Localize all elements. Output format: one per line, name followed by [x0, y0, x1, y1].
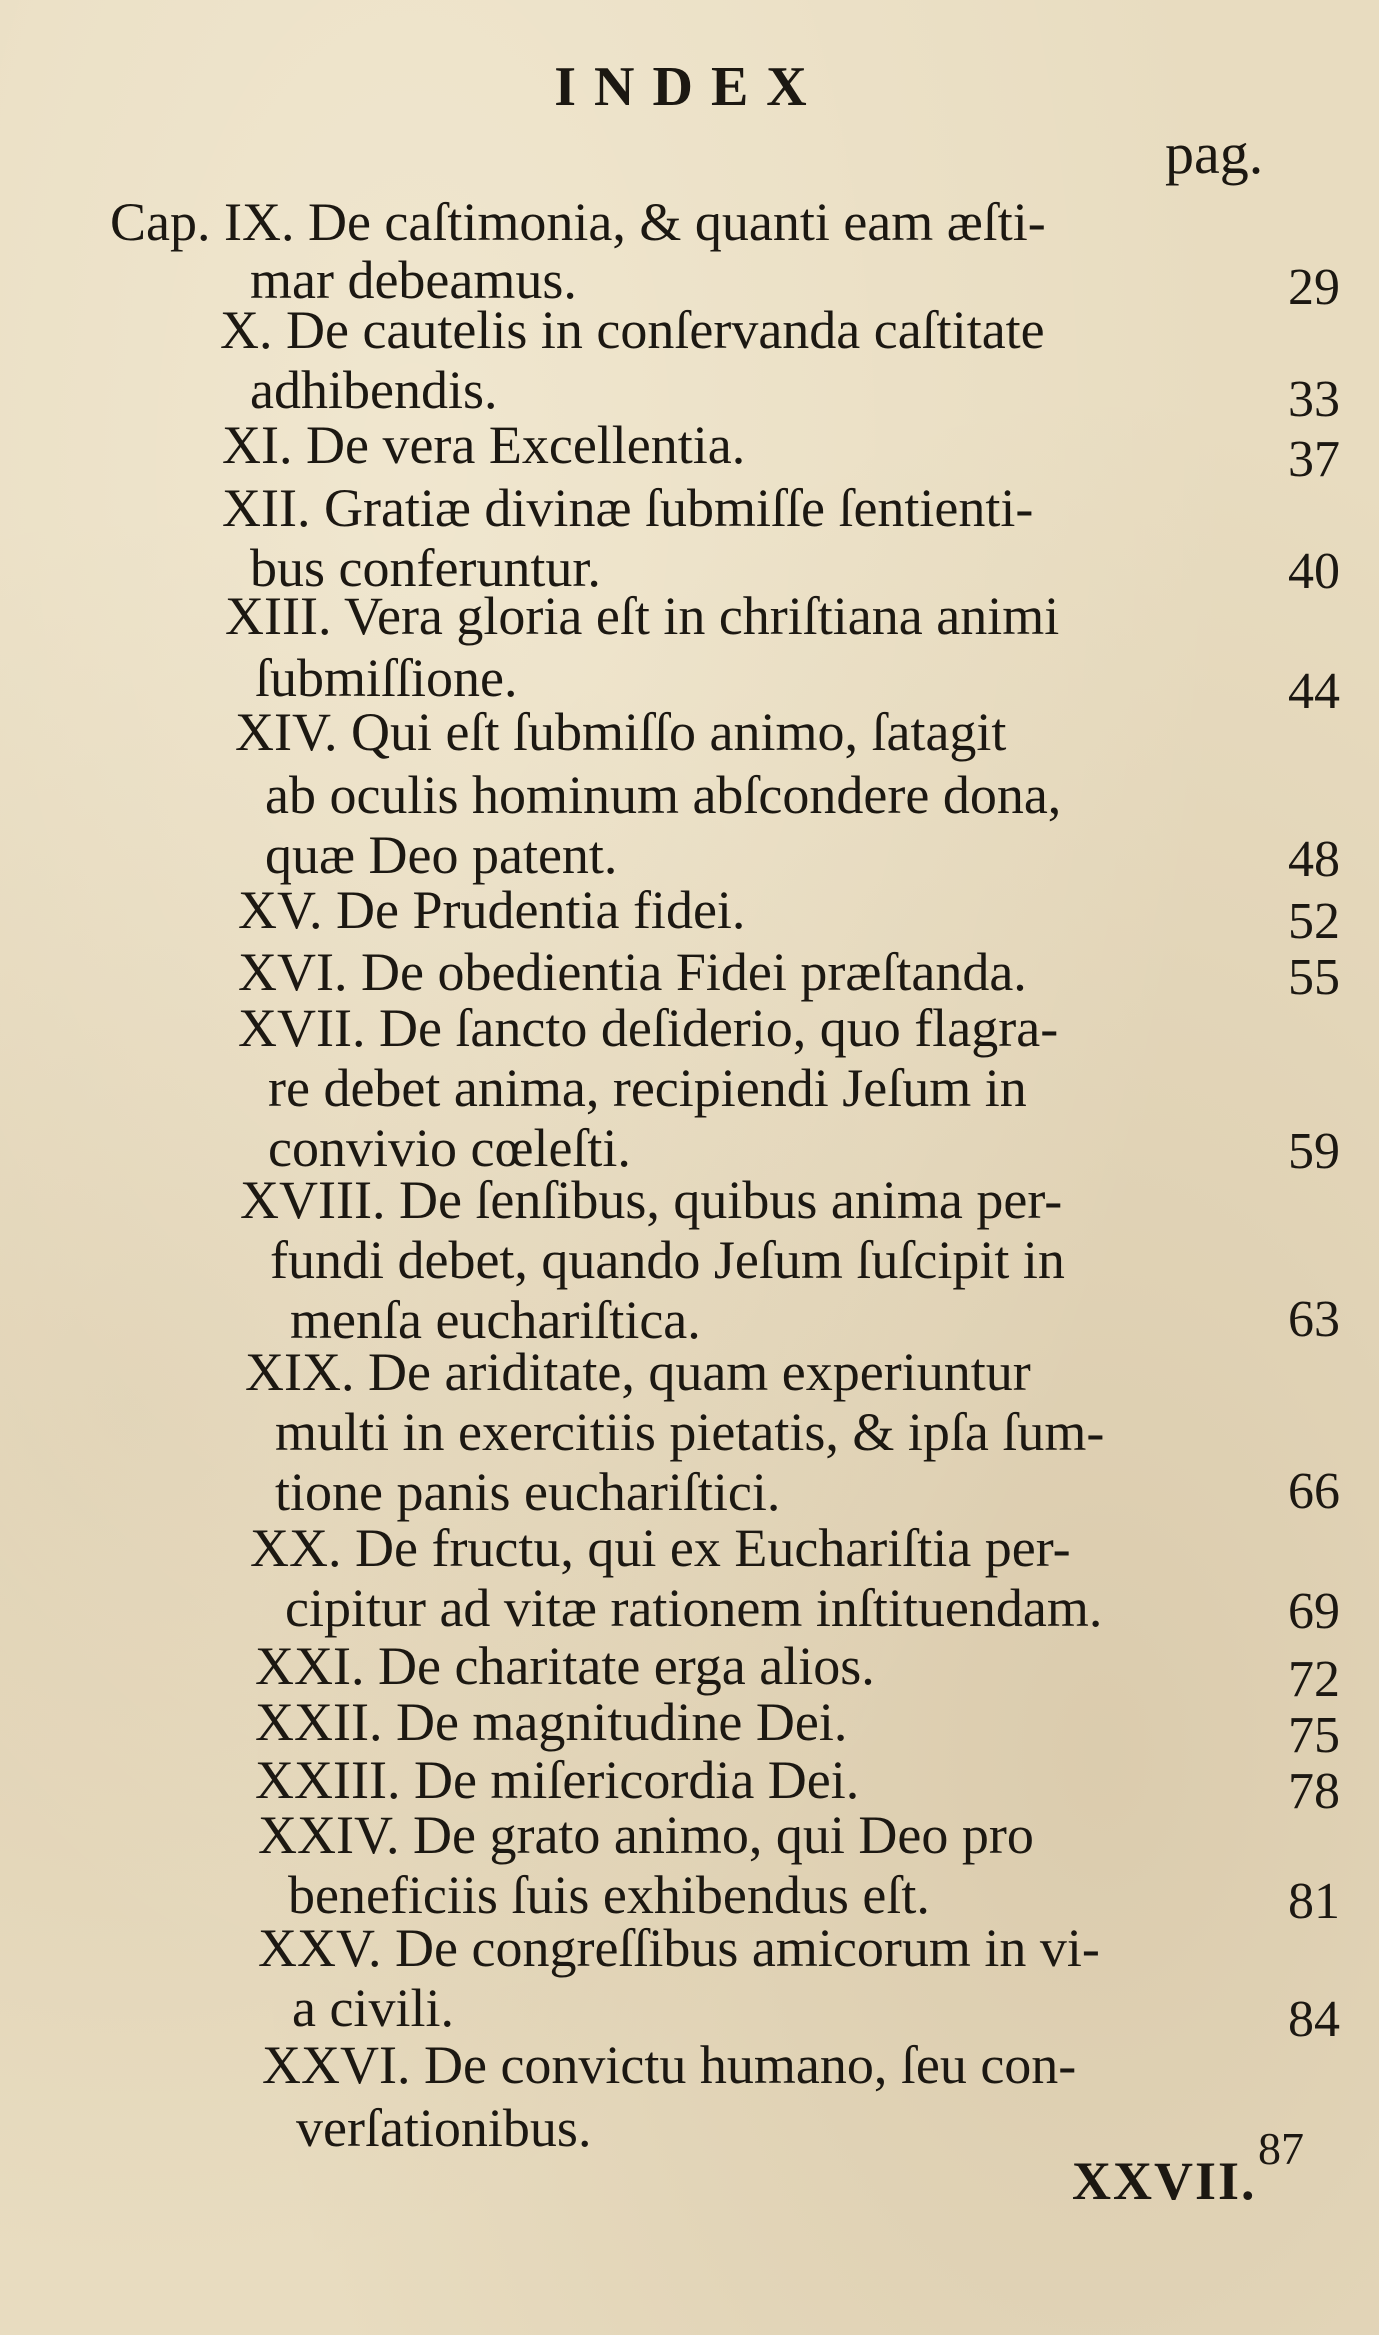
index-entry-line: XIV. Qui eſt ſubmiſſo animo, ſatagit — [235, 702, 1007, 762]
index-entry-line: adhibendis. — [250, 360, 498, 420]
index-page-number: 52 — [1288, 893, 1340, 950]
index-page-number: 81 — [1288, 1873, 1340, 1930]
index-entry-line: verſationibus. — [296, 2098, 592, 2158]
index-entry-line: X. De cautelis in conſervanda caſtitate — [220, 300, 1045, 360]
index-entry-line: XXV. De congreſſibus amicorum in vi- — [258, 1918, 1100, 1978]
index-page-number: 29 — [1288, 259, 1340, 316]
index-page-number: 87 — [1258, 2123, 1304, 2174]
index-entry-line: XXI. De charitate erga alios. — [255, 1636, 875, 1696]
index-entry-line: XII. Gratiæ divinæ ſubmiſſe ſentienti- — [222, 478, 1034, 538]
index-entry-line: XI. De vera Excellentia. — [222, 415, 746, 475]
index-page-number: 40 — [1288, 543, 1340, 600]
index-page-number: 37 — [1288, 431, 1340, 488]
index-entry-line: menſa euchariſtica. — [290, 1290, 701, 1350]
index-entry-line: mar debeamus. — [250, 250, 577, 310]
page-column-label: pag. — [1165, 121, 1264, 186]
index-entry-line: XIX. De ariditate, quam experiuntur — [245, 1342, 1031, 1402]
index-page-number: 75 — [1288, 1707, 1340, 1764]
index-page-number: 72 — [1288, 1651, 1340, 1708]
index-entry-line: XVI. De obedientia Fidei præſtanda. — [238, 942, 1027, 1002]
index-entry-line: XVIII. De ſenſibus, quibus anima per- — [240, 1170, 1063, 1230]
index-entry-line: XXII. De magnitudine Dei. — [255, 1692, 848, 1752]
index-page-number: 48 — [1288, 831, 1340, 888]
index-entry-line: convivio cœleſti. — [268, 1118, 631, 1178]
index-entry-line: tione panis euchariſtici. — [275, 1462, 781, 1522]
index-entry-line: XVII. De ſancto deſiderio, quo flagra- — [238, 998, 1059, 1058]
index-page-number: 78 — [1288, 1763, 1340, 1820]
index-entry-line: fundi debet, quando Jeſum ſuſcipit in — [270, 1230, 1065, 1290]
index-entry-line: a civili. — [292, 1978, 454, 2038]
index-entry-line: XXIV. De grato animo, qui Deo pro — [258, 1805, 1034, 1865]
index-entry-line: quæ Deo patent. — [265, 825, 618, 885]
index-entry-line: ab oculis hominum abſcondere dona, — [265, 765, 1062, 825]
index-entry-line: re debet anima, recipiendi Jeſum in — [268, 1058, 1027, 1118]
index-entry-line: Cap. IX. De caſtimonia, & quanti eam æſti- — [110, 192, 1046, 252]
index-entry-line: XXIII. De miſericordia Dei. — [255, 1750, 860, 1810]
index-page-number: 55 — [1288, 949, 1340, 1006]
index-entry-line: XX. De fructu, qui ex Euchariſtia per- — [250, 1518, 1071, 1578]
index-page-number: 63 — [1288, 1291, 1340, 1348]
index-page-number: 84 — [1288, 1991, 1340, 2048]
index-entry-line: XXVI. De convictu humano, ſeu con- — [262, 2035, 1077, 2095]
index-entry-line: ſubmiſſione. — [255, 648, 518, 708]
index-page-number: 66 — [1288, 1463, 1340, 1520]
index-page-number: 69 — [1288, 1583, 1340, 1640]
index-page-number: 44 — [1288, 663, 1340, 720]
index-page-number: 59 — [1288, 1123, 1340, 1180]
index-entry-line: bus conferuntur. — [250, 538, 601, 598]
page-header: INDEX — [554, 56, 825, 118]
index-entry-line: cipitur ad vitæ rationem inſtituendam. — [285, 1578, 1103, 1638]
index-entry-line: XV. De Prudentia fidei. — [238, 880, 746, 940]
catchword: XXVII. — [1072, 2151, 1257, 2211]
index-page-number: 33 — [1288, 371, 1340, 428]
index-entry-line: multi in exercitiis pietatis, & ipſa ſum- — [275, 1402, 1105, 1462]
index-entry-line: XIII. Vera gloria eſt in chriſtiana animi — [225, 586, 1060, 646]
index-entry-line: beneficiis ſuis exhibendus eſt. — [288, 1865, 930, 1925]
